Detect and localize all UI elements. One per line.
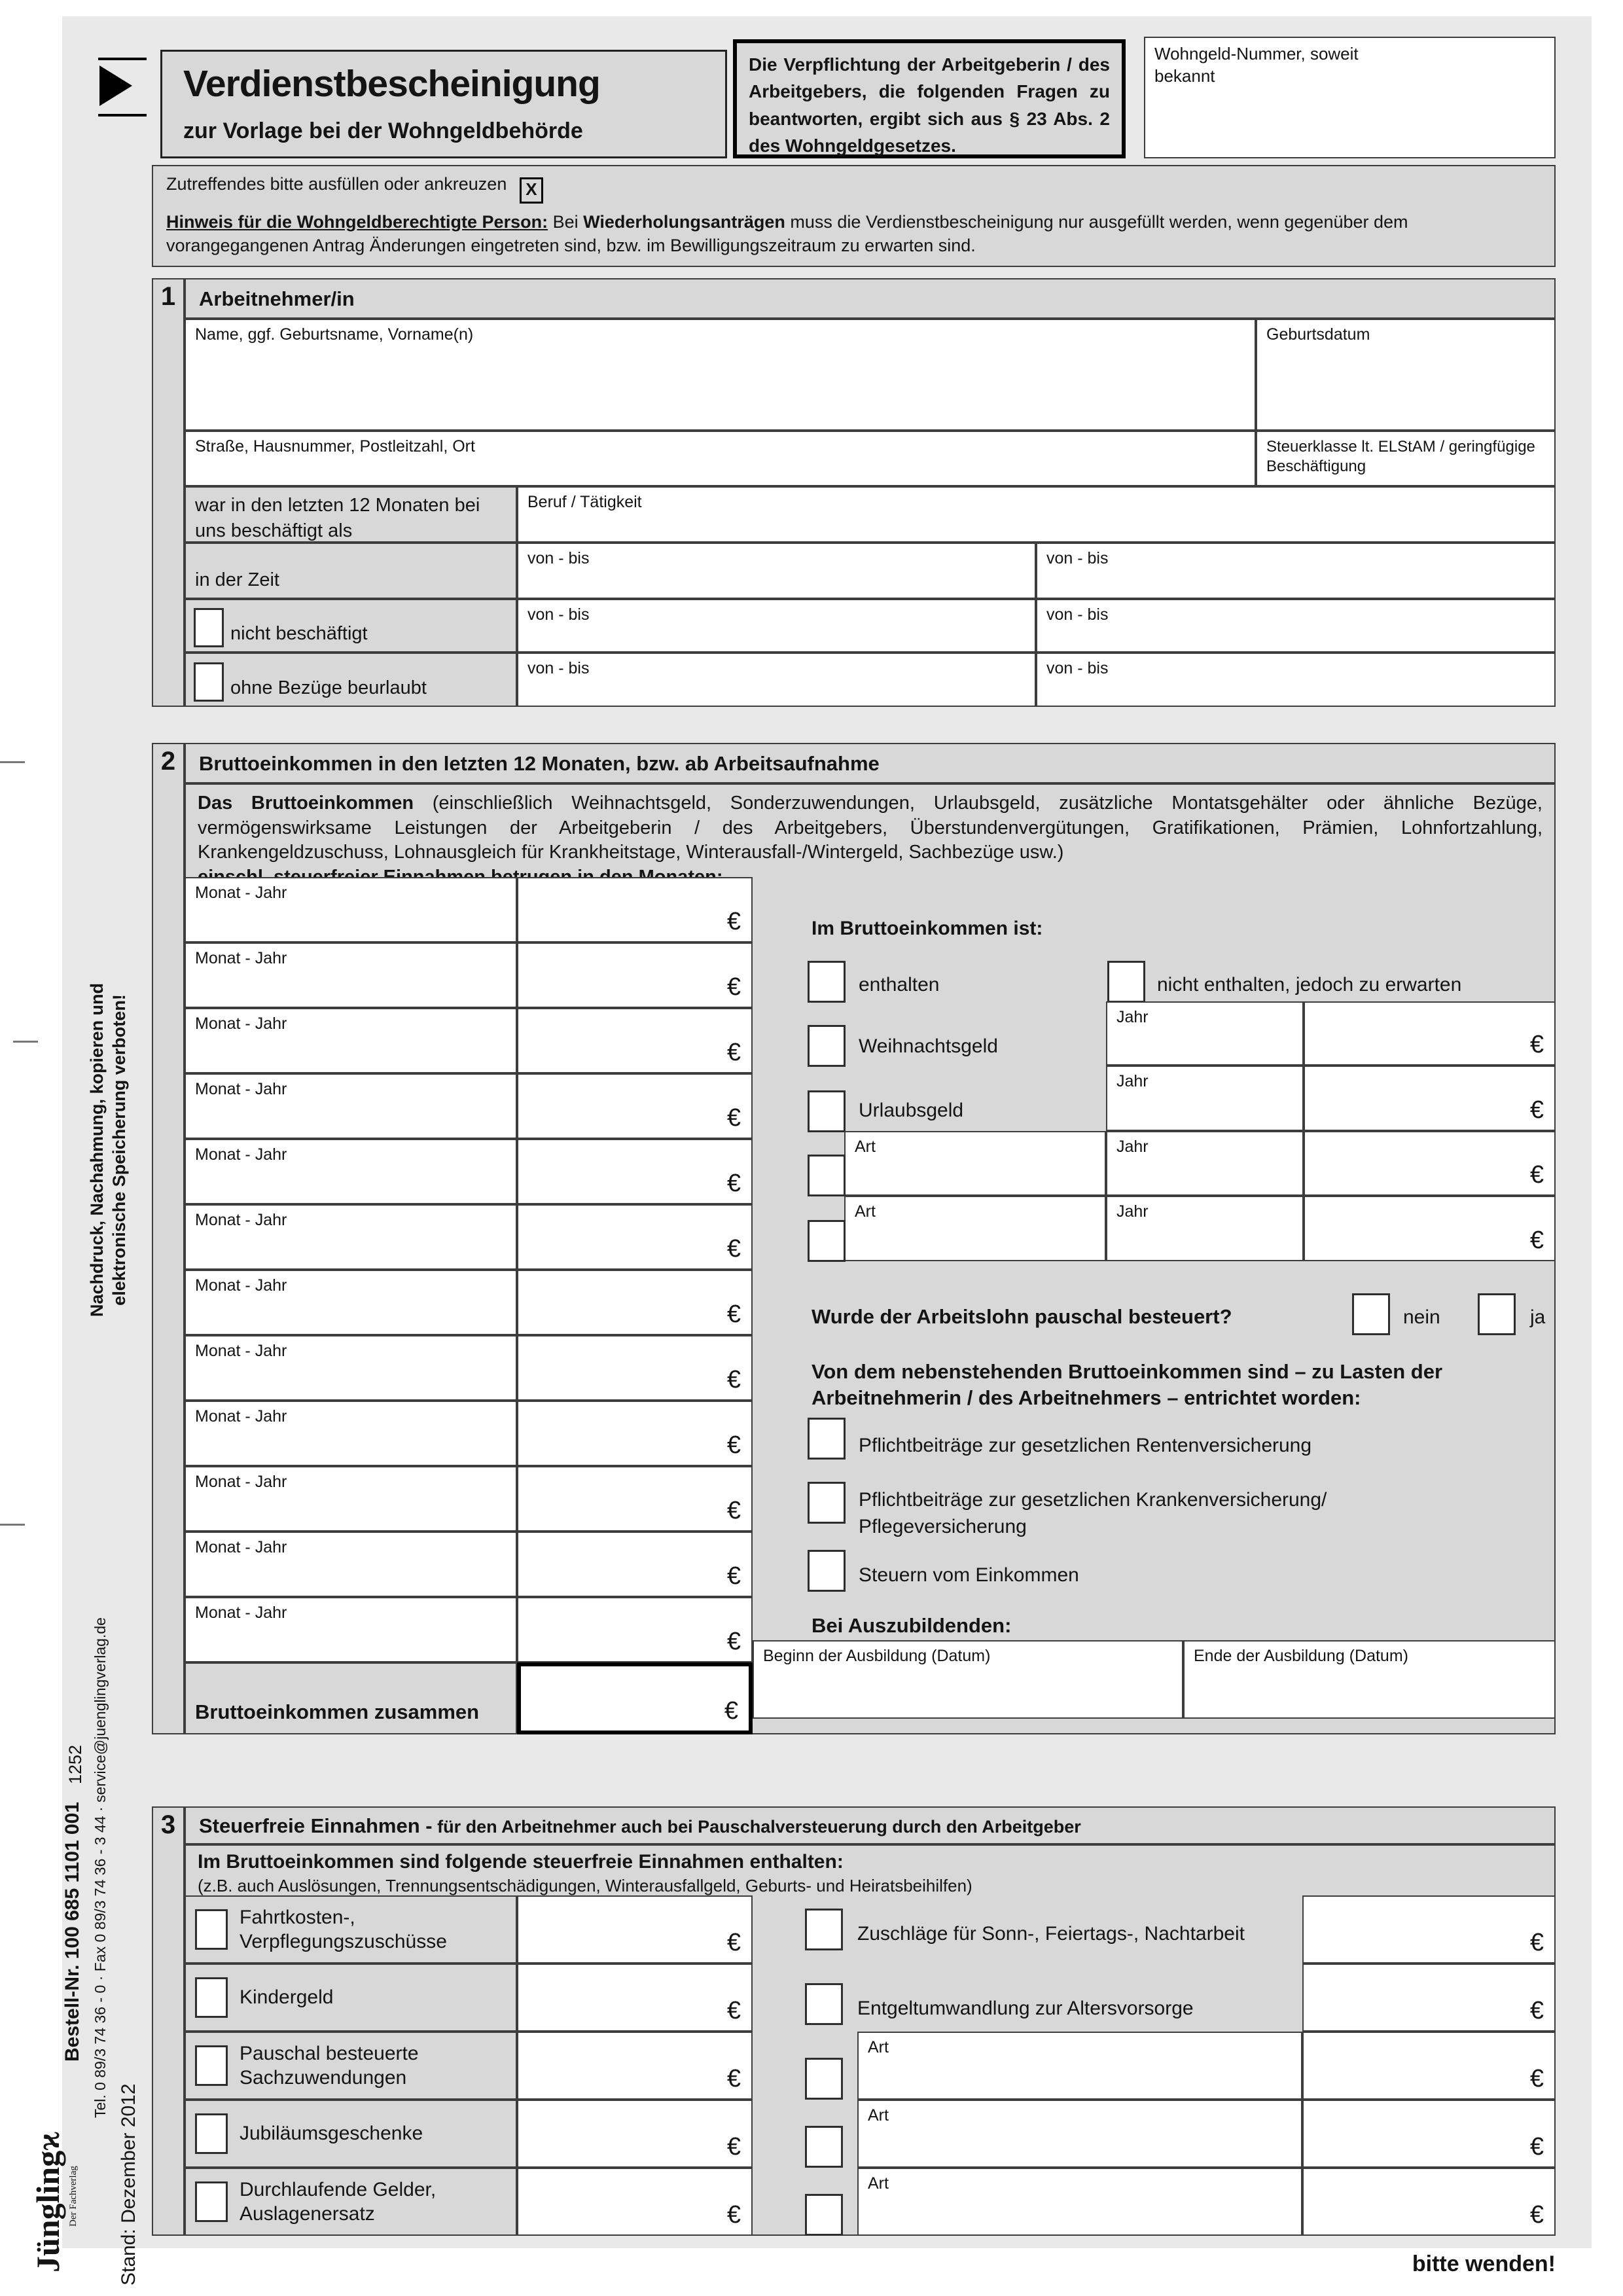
section1-title: Arbeitnehmer/in bbox=[199, 287, 355, 310]
month-label: Monat - Jahr bbox=[195, 884, 287, 902]
flat-tax-question: Wurde der Arbeitslohn pauschal besteuert? bbox=[812, 1305, 1232, 1328]
euro-symbol: € bbox=[1529, 1929, 1544, 1956]
name-field[interactable] bbox=[185, 319, 1256, 431]
employed-as-label: war in den letzten 12 Monaten bei uns beschäftigt als bbox=[195, 495, 480, 542]
apprentice-start-field[interactable] bbox=[753, 1640, 1183, 1719]
benefits-in-kind-amount-field[interactable] bbox=[517, 2032, 753, 2100]
page-subtitle: zur Vorlage bei der Wohngeldbehörde bbox=[183, 118, 583, 143]
publisher-contact: Tel. 0 89/3 74 36 - 0 · Fax 0 89/3 74 36 - 3 44 · service@juenglingverlag.de bbox=[92, 1617, 109, 2118]
x-mark-sample: X bbox=[520, 177, 543, 204]
month-label: Monat - Jahr bbox=[195, 1604, 287, 1622]
month-amount-field-4[interactable] bbox=[517, 1073, 753, 1139]
birthdate-label: Geburtsdatum bbox=[1266, 325, 1370, 344]
month-field-1[interactable] bbox=[185, 877, 517, 942]
taxfree-other-checkbox-2[interactable] bbox=[805, 2126, 843, 2168]
month-field-6[interactable] bbox=[185, 1204, 517, 1270]
leave-from-to-field-1[interactable] bbox=[517, 653, 1036, 707]
anniversary-gift-label: Jubiläumsgeschenke bbox=[240, 2123, 423, 2144]
pass-through-money-label: Durchlaufende Gelder, Auslagenersatz bbox=[240, 2178, 437, 2225]
apprentice-end-field[interactable] bbox=[1183, 1640, 1556, 1719]
euro-symbol: € bbox=[726, 1104, 741, 1132]
occupation-field[interactable] bbox=[517, 486, 1556, 543]
gross-total-labelcell bbox=[185, 1662, 517, 1734]
income-tax-label: Steuern vom Einkommen bbox=[859, 1564, 1079, 1586]
art-label: Art bbox=[868, 2038, 889, 2056]
von-bis-label: von - bis bbox=[527, 659, 590, 677]
euro-symbol: € bbox=[726, 1562, 741, 1590]
taxfree-other-type-field-1[interactable] bbox=[857, 2032, 1302, 2100]
month-label: Monat - Jahr bbox=[195, 1473, 287, 1491]
travel-allowance-label: Fahrtkosten-, Verpflegungszuschüsse bbox=[240, 1906, 447, 1952]
pass-through-money-amount-field[interactable] bbox=[517, 2168, 753, 2236]
art-label: Art bbox=[868, 2174, 889, 2193]
month-label: Monat - Jahr bbox=[195, 1014, 287, 1033]
flat-tax-yes-label: ja bbox=[1530, 1306, 1546, 1328]
art-label: Art bbox=[855, 1202, 876, 1221]
month-amount-field-5[interactable] bbox=[517, 1139, 753, 1204]
turn-over-note: bitte wenden! bbox=[1412, 2251, 1556, 2276]
month-amount-field-6[interactable] bbox=[517, 1204, 753, 1270]
registration-arrow-icon bbox=[98, 58, 147, 117]
christmas-label: Weihnachtsgeld bbox=[859, 1035, 998, 1057]
euro-symbol: € bbox=[726, 2065, 741, 2092]
wohngeld-number-label: Wohngeld-Nummer, soweit bekannt bbox=[1154, 44, 1359, 86]
euro-symbol: € bbox=[726, 1170, 741, 1197]
taxfree-other-checkbox-1[interactable] bbox=[805, 2058, 843, 2100]
christmas-checkbox[interactable] bbox=[808, 1025, 846, 1067]
surcharge-checkbox[interactable] bbox=[805, 1909, 843, 1950]
apprentice-end-label: Ende der Ausbildung (Datum) bbox=[1194, 1647, 1408, 1665]
other-income-type-field-1[interactable] bbox=[844, 1131, 1106, 1196]
name-label: Name, ggf. Geburtsname, Vorname(n) bbox=[195, 325, 474, 344]
pass-through-money-checkbox[interactable] bbox=[195, 2181, 228, 2222]
flat-tax-yes-checkbox[interactable] bbox=[1478, 1293, 1516, 1335]
euro-symbol: € bbox=[726, 1628, 741, 1655]
euro-symbol: € bbox=[726, 908, 741, 935]
holiday-year-field[interactable] bbox=[1106, 1066, 1304, 1131]
section3-title-rest: für den Arbeitnehmer auch bei Pauschalversteuerung durch den Arbeitgeber bbox=[432, 1817, 1081, 1837]
month-label: Monat - Jahr bbox=[195, 1211, 287, 1229]
taxfree-other-amount-field-1[interactable] bbox=[1302, 2032, 1556, 2100]
period-from-to-field-1[interactable] bbox=[517, 543, 1036, 599]
von-bis-label: von - bis bbox=[1046, 549, 1109, 567]
von-bis-label: von - bis bbox=[1046, 659, 1109, 677]
wohngeld-number-field[interactable] bbox=[1144, 37, 1556, 158]
employer-obligation-note: Die Verpflichtung der Arbeitgeberin / des Arbeitgebers, die folgenden Fragen zu beantworten, ergibt sich aus § 23 Abs. 2 des Wohngeldgesetzes. bbox=[733, 39, 1126, 158]
apprentice-heading: Bei Auszubildenden: bbox=[812, 1614, 1012, 1637]
not-included-label: nicht enthalten, jedoch zu erwarten bbox=[1157, 974, 1462, 996]
deferred-compensation-label: Entgeltumwandlung zur Altersvorsorge bbox=[857, 1998, 1194, 2019]
apprentice-start-label: Beginn der Ausbildung (Datum) bbox=[763, 1647, 991, 1665]
hint-note-bold: Wiederholungsanträgen bbox=[583, 212, 785, 232]
benefits-in-kind-label: Pauschal besteuerte Sachzuwendungen bbox=[240, 2042, 419, 2089]
month-field-9[interactable] bbox=[185, 1401, 517, 1466]
section3-title-bold: Steuerfreie Einnahmen - bbox=[199, 1814, 433, 1837]
anniversary-gift-amount-field[interactable] bbox=[517, 2100, 753, 2168]
jahr-label: Jahr bbox=[1116, 1008, 1149, 1026]
taxfree-other-type-field-2[interactable] bbox=[857, 2100, 1302, 2168]
benefits-in-kind-checkbox[interactable] bbox=[195, 2045, 228, 2086]
month-label: Monat - Jahr bbox=[195, 949, 287, 967]
month-field-8[interactable] bbox=[185, 1335, 517, 1401]
other-income-year-field-2[interactable] bbox=[1106, 1196, 1304, 1261]
deferred-compensation-checkbox[interactable] bbox=[805, 1983, 843, 2025]
euro-symbol: € bbox=[1529, 1096, 1544, 1124]
other-income-amount-field-2[interactable] bbox=[1304, 1196, 1556, 1261]
period-labelcell bbox=[185, 543, 517, 599]
euro-symbol: € bbox=[1529, 1997, 1544, 2024]
address-field[interactable] bbox=[185, 431, 1256, 486]
month-field-3[interactable] bbox=[185, 1008, 517, 1073]
month-label: Monat - Jahr bbox=[195, 1342, 287, 1360]
other-income-type-field-2[interactable] bbox=[844, 1196, 1106, 1261]
euro-symbol: € bbox=[726, 973, 741, 1001]
euro-symbol: € bbox=[1529, 2065, 1544, 2092]
travel-allowance-amount-field[interactable] bbox=[517, 1895, 753, 1964]
taxfree-other-checkbox-3[interactable] bbox=[805, 2194, 843, 2236]
christmas-amount-field[interactable] bbox=[1304, 1001, 1556, 1066]
pension-checkbox[interactable] bbox=[808, 1418, 846, 1460]
month-amount-field-1[interactable] bbox=[517, 877, 753, 942]
gross-total-field[interactable] bbox=[517, 1662, 753, 1734]
section2-title: Bruttoeinkommen in den letzten 12 Monaten, bzw. ab Arbeitsaufnahme bbox=[199, 752, 880, 775]
deferred-compensation-amount-field[interactable] bbox=[1302, 1964, 1556, 2032]
included-label: enthalten bbox=[859, 974, 940, 996]
hint-note-label: Hinweis für die Wohngeldberechtigte Person: bbox=[166, 212, 548, 232]
leave-from-to-field-2[interactable] bbox=[1036, 653, 1556, 707]
income-tax-checkbox[interactable] bbox=[808, 1550, 846, 1592]
month-field-10[interactable] bbox=[185, 1466, 517, 1532]
taxfree-row-jubilaeum bbox=[185, 2100, 517, 2168]
von-bis-label: von - bis bbox=[527, 605, 590, 624]
holiday-checkbox[interactable] bbox=[808, 1090, 846, 1132]
section2-number: 2 bbox=[160, 747, 176, 776]
euro-symbol: € bbox=[726, 1366, 741, 1393]
flat-tax-no-label: nein bbox=[1403, 1306, 1440, 1328]
health-insurance-checkbox[interactable] bbox=[808, 1482, 846, 1524]
section2-intro bbox=[198, 791, 1543, 890]
included-checkbox[interactable] bbox=[808, 961, 846, 1003]
euro-symbol: € bbox=[726, 1431, 741, 1459]
jahr-label: Jahr bbox=[1116, 1072, 1149, 1090]
taxfree-row-durchlaufende bbox=[185, 2168, 517, 2236]
month-label: Monat - Jahr bbox=[195, 1538, 287, 1556]
euro-symbol: € bbox=[1529, 2201, 1544, 2229]
month-amount-field-2[interactable] bbox=[517, 942, 753, 1008]
not-employed-from-to-field-1[interactable] bbox=[517, 599, 1036, 653]
month-label: Monat - Jahr bbox=[195, 1080, 287, 1098]
month-amount-field-10[interactable] bbox=[517, 1466, 753, 1532]
month-amount-field-9[interactable] bbox=[517, 1401, 753, 1466]
publisher-logo: Jünglingϰ bbox=[29, 2131, 66, 2272]
euro-symbol: € bbox=[726, 1997, 741, 2024]
month-field-2[interactable] bbox=[185, 942, 517, 1008]
not-employed-from-to-field-2[interactable] bbox=[1036, 599, 1556, 653]
anniversary-gift-checkbox[interactable] bbox=[195, 2113, 228, 2154]
address-label: Straße, Hausnummer, Postleitzahl, Ort bbox=[195, 437, 475, 456]
flat-tax-no-checkbox[interactable] bbox=[1352, 1293, 1390, 1335]
euro-symbol: € bbox=[724, 1697, 738, 1725]
month-amount-field-11[interactable] bbox=[517, 1532, 753, 1597]
section2-intro-bold: Das Bruttoeinkommen bbox=[198, 793, 414, 814]
taxclass-field[interactable] bbox=[1256, 431, 1556, 486]
euro-symbol: € bbox=[726, 1039, 741, 1066]
euro-symbol: € bbox=[1529, 2133, 1544, 2161]
birthdate-field[interactable] bbox=[1256, 319, 1556, 431]
christmas-year-field[interactable] bbox=[1106, 1001, 1304, 1066]
euro-symbol: € bbox=[726, 1300, 741, 1328]
section2-number-strip bbox=[152, 743, 185, 1734]
not-employed-labelcell bbox=[185, 599, 517, 653]
von-bis-label: von - bis bbox=[527, 549, 590, 567]
hint-box bbox=[152, 165, 1556, 267]
month-field-4[interactable] bbox=[185, 1073, 517, 1139]
leave-labelcell bbox=[185, 653, 517, 707]
other-income-amount-field-1[interactable] bbox=[1304, 1131, 1556, 1196]
von-bis-label: von - bis bbox=[1046, 605, 1109, 624]
section1-number-strip bbox=[152, 278, 185, 707]
section2-header bbox=[185, 743, 1556, 783]
fold-mark bbox=[0, 761, 25, 763]
holiday-amount-field[interactable] bbox=[1304, 1066, 1556, 1131]
surcharge-label: Zuschläge für Sonn-, Feiertags-, Nachtarbeit bbox=[857, 1923, 1245, 1945]
other-income-year-field-1[interactable] bbox=[1106, 1131, 1304, 1196]
kindergeld-checkbox[interactable] bbox=[195, 1977, 228, 2018]
surcharge-amount-field[interactable] bbox=[1302, 1895, 1556, 1964]
section2-intro-text: (einschließlich Weihnachtsgeld, Sonderzuwendungen, Urlaubsgeld, zusätzliche Montatsgehälter oder ähnliche Bezüge, vermögenswirksame Leistungen der Arbeitgeberin / des Arbeitgebers, Überstundenvergütungen, Gratifikationen, Prämien, Lohnfortzahlung, Krankengeldzuschuss, Lohnausgleich für Krankheitstage, Winterausfall-/Wintergeld, Sachbezüge usw.) bbox=[198, 793, 1543, 863]
euro-symbol: € bbox=[726, 1235, 741, 1263]
euro-symbol: € bbox=[1529, 1161, 1544, 1189]
hint-note-rest: muss die Verdienstbescheinigung nur ausgefüllt werden, wenn gegenüber dem vorangegangenen Antrag Änderungen eingetreten sind, bzw. im Bewilligungszeitraum zu erwarten sind. bbox=[166, 212, 1408, 256]
month-amount-field-7[interactable] bbox=[517, 1270, 753, 1335]
section3-intro-note: (z.B. auch Auslösungen, Trennungsentschädigungen, Winterausfallgeld, Geburts- und Heiratsbeihilfen) bbox=[198, 1876, 972, 1895]
other-income-checkbox-2[interactable] bbox=[808, 1220, 846, 1262]
jahr-label: Jahr bbox=[1116, 1202, 1149, 1221]
euro-symbol: € bbox=[726, 1929, 741, 1956]
taxfree-row-travel bbox=[185, 1895, 517, 1964]
hint-line1: Zutreffendes bitte ausfüllen oder ankreuzen bbox=[166, 174, 507, 194]
deduction-heading: Von dem nebenstehenden Bruttoeinkommen sind – zu Lasten der Arbeitnehmerin / des Arbeitnehmers – entrichtet worden: bbox=[812, 1360, 1443, 1410]
art-label: Art bbox=[868, 2106, 889, 2125]
euro-symbol: € bbox=[726, 1497, 741, 1524]
section3-number: 3 bbox=[160, 1810, 176, 1839]
section3-number-strip bbox=[152, 1806, 185, 2236]
employed-as-labelcell bbox=[185, 486, 517, 543]
period-label: in der Zeit bbox=[195, 569, 279, 590]
art-label: Art bbox=[855, 1138, 876, 1156]
taxfree-other-amount-field-2[interactable] bbox=[1302, 2100, 1556, 2168]
copyright-notice: Nachdruck, Nachahmung, kopieren und elektronische Speicherung verboten! bbox=[87, 982, 129, 1318]
month-field-11[interactable] bbox=[185, 1532, 517, 1597]
jahr-label: Jahr bbox=[1116, 1138, 1149, 1156]
print-code: 1252 bbox=[65, 1744, 85, 1784]
section3-header bbox=[185, 1806, 1556, 1844]
month-amount-field-3[interactable] bbox=[517, 1008, 753, 1073]
fold-mark bbox=[0, 1524, 25, 1526]
month-field-5[interactable] bbox=[185, 1139, 517, 1204]
taxfree-row-sachzuwendungen bbox=[185, 2032, 517, 2100]
month-field-12[interactable] bbox=[185, 1597, 517, 1662]
travel-allowance-checkbox[interactable] bbox=[195, 1909, 228, 1950]
section3-intro-bold: Im Bruttoeinkommen sind folgende steuerfreie Einnahmen enthalten: bbox=[198, 1851, 844, 1873]
month-amount-field-8[interactable] bbox=[517, 1335, 753, 1401]
holiday-label: Urlaubsgeld bbox=[859, 1100, 964, 1121]
occupation-label: Beruf / Tätigkeit bbox=[527, 493, 642, 511]
gross-total-label: Bruttoeinkommen zusammen bbox=[195, 1700, 480, 1723]
included-heading: Im Bruttoeinkommen ist: bbox=[812, 918, 1043, 939]
euro-symbol: € bbox=[1529, 1227, 1544, 1254]
month-label: Monat - Jahr bbox=[195, 1145, 287, 1164]
pension-label: Pflichtbeiträge zur gesetzlichen Rentenversicherung bbox=[859, 1435, 1312, 1456]
hint-note-pre: Bei bbox=[548, 212, 584, 232]
not-employed-checkbox[interactable] bbox=[194, 608, 224, 647]
revision-date: Stand: Dezember 2012 bbox=[118, 2083, 139, 2286]
health-insurance-label: Pflichtbeiträge zur gesetzlichen Krankenversicherung/ Pflegeversicherung bbox=[859, 1489, 1327, 1537]
not-included-checkbox[interactable] bbox=[1107, 961, 1145, 1003]
taxfree-other-amount-field-3[interactable] bbox=[1302, 2168, 1556, 2236]
other-income-checkbox-1[interactable] bbox=[808, 1155, 846, 1196]
order-number: Bestell-Nr. 100 685 1101 001 bbox=[62, 1802, 83, 2062]
fold-mark bbox=[13, 1041, 38, 1043]
not-employed-label: nicht beschäftigt bbox=[230, 623, 368, 644]
section1-header bbox=[185, 278, 1556, 319]
unpaid-leave-checkbox[interactable] bbox=[194, 662, 224, 702]
month-label: Monat - Jahr bbox=[195, 1407, 287, 1426]
publisher-tagline: Der Fachverlag bbox=[68, 2166, 79, 2227]
taxclass-label: Steuerklasse lt. ELStAM / geringfügige Beschäftigung bbox=[1266, 438, 1535, 475]
kindergeld-amount-field[interactable] bbox=[517, 1964, 753, 2032]
month-field-7[interactable] bbox=[185, 1270, 517, 1335]
page-title: Verdienstbescheinigung bbox=[183, 63, 600, 105]
euro-symbol: € bbox=[726, 2201, 741, 2229]
title-box bbox=[160, 50, 727, 158]
euro-symbol: € bbox=[726, 2133, 741, 2161]
taxfree-row-kindergeld bbox=[185, 1964, 517, 2032]
kindergeld-label: Kindergeld bbox=[240, 1986, 334, 2008]
unpaid-leave-label: ohne Bezüge beurlaubt bbox=[230, 677, 427, 698]
euro-symbol: € bbox=[1529, 1031, 1544, 1058]
taxfree-other-type-field-3[interactable] bbox=[857, 2168, 1302, 2236]
month-label: Monat - Jahr bbox=[195, 1276, 287, 1295]
section1-number: 1 bbox=[160, 282, 176, 311]
period-from-to-field-2[interactable] bbox=[1036, 543, 1556, 599]
month-amount-field-12[interactable] bbox=[517, 1597, 753, 1662]
